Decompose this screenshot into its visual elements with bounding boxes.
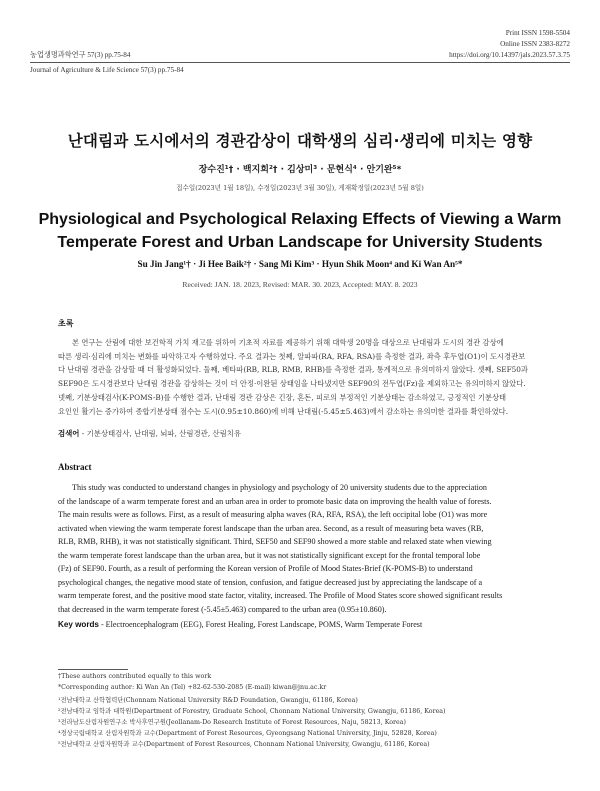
footnote-affiliation-4: ⁴경상국립대학교 산림자원학과 교수(Department of Forest Resources, Gyeongsang National University, Jinju, 52828, Korea): [58, 730, 437, 737]
korean-keywords-label: 검색어: [58, 429, 80, 438]
korean-abstract-line: 따른 생리·심리에 미치는 변화를 파악하고자 수행하였다. 주요 결과는 첫째, 알파파(RA, RFA, RSA)를 측정한 결과, 좌측 후두엽(O1)이 도시경관보: [58, 351, 526, 361]
korean-abstract-line: SEF90은 도시경관보다 난대림 경관을 감상하는 것이 더 안정·이완된 상태임을 나타냈지만 SEF90의 전두엽(Fz)을 제외하고는 유의미하지 않았다.: [58, 379, 526, 389]
footnote-divider: [58, 669, 128, 670]
online-issn: Online ISSN 2383-8272: [500, 40, 570, 48]
issn-block: [449, 28, 570, 61]
footnote-affiliation-1: ¹전남대학교 산학협력단(Chonnam National University R&D Foundation, Gwangju, 61186, Korea): [58, 697, 358, 704]
print-issn: Print ISSN 1598-5504: [505, 29, 570, 37]
english-abstract-heading: Abstract: [58, 462, 92, 472]
korean-abstract-heading: 초록: [58, 319, 74, 328]
footnote-corresponding-author: *Corresponding author: Ki Wan An (Tel) +82-62-530-2085 (E-mail) kiwan@jnu.ac.kr: [58, 684, 327, 691]
english-abstract-line: of the landscape of a warm temperate forest and an urban area in order to promote basic data on improving the health value of forests.: [58, 496, 492, 506]
english-dates: Received: JAN. 18. 2023, Revised: MAR. 30. 2023, Accepted: MAY. 8. 2023: [182, 280, 418, 289]
korean-abstract-body: [58, 336, 542, 418]
english-title: [0, 208, 600, 254]
english-keywords: [58, 620, 542, 629]
korean-abstract-line: 다 난대림 경관을 감상할 때 더 활성화되었다. 둘째, 베타파(RB, RLB, RMB, RHB)를 측정한 결과, 통계적으로 유의미하지 않았다. 셋째, SEF50과: [58, 365, 528, 375]
english-abstract-line: that decreased in the warm temperate forest (-5.45±5.463) compared to the urban area (0.95±10.860).: [58, 604, 387, 614]
footnote-affiliation-2: ²전남대학교 임학과 대학원(Department of Forestry, Graduate School, Chonnam National University, Gwangju, 61186, Korea): [58, 708, 446, 715]
journal-korean: 농업생명과학연구 57(3) pp.75-84: [30, 51, 131, 59]
footnote-equal-contribution: †These authors contributed equally to this work: [58, 673, 212, 680]
journal-english: Journal of Agriculture & Life Science 57(3) pp.75-84: [30, 66, 184, 74]
korean-abstract-line: 넷째, 기분상태검사(K-POMS-B)를 수행한 결과, 난대림 경관 감상은 긴장, 혼돈, 피로의 부정적인 기분상태는 감소하였고, 긍정적인 기분상태: [58, 392, 507, 402]
english-abstract-line: psychological changes, the negative mood state of tension, confusion, and fatigue decreased just by appreciating the landscape of a: [58, 577, 483, 587]
english-authors: Su Jin Jang¹† · Ji Hee Baik²† · Sang Mi Kim³ · Hyun Shik Moon⁴ and Ki Wan An⁵*: [137, 259, 463, 269]
english-keywords-label: Key words: [58, 620, 99, 629]
english-abstract-line: activated when viewing the warm temperate forest landscape than the urban area. Second, as a result of measuring beta waves (RB,: [58, 523, 484, 533]
english-title-line-2: Temperate Forest and Urban Landscape for University Students: [57, 234, 543, 251]
english-abstract-line: warm temperate forest, and the positive mood state factor, vitality, increased. The Profile of Mood States score showed significant results: [58, 591, 503, 600]
english-abstract-line: The main results were as follows. First, as a result of measuring alpha waves (RA, RFA, RSA), the left occipital lobe (O1) was more: [58, 510, 488, 519]
header-divider: [30, 62, 570, 63]
footnote-affiliation-3: ³전라남도산림자원연구소 박사후연구원(Jeollanam-Do Research Institute of Forest Resources, Naju, 58213, Korea): [58, 719, 406, 726]
english-abstract-body: [58, 481, 542, 616]
korean-dates: 접수일(2023년 1월 18일), 수정일(2023년 3월 30일), 게재확정일(2023년 5월 8일): [176, 184, 424, 192]
korean-abstract-line: 요인인 활기는 증가하여 종합기분상태 점수는 도시(0.95±10.860)에 비해 난대림(-5.45±5.463)에서 감소하는 유의미한 결과를 확인하였다.: [58, 406, 509, 416]
english-abstract-line: This study was conducted to understand changes in physiology and psychology of 20 university students due to the appreciation: [72, 483, 487, 492]
korean-keywords-text: - 기분상태검사, 난대림, 뇌파, 산림경관, 산림치유: [81, 429, 242, 438]
korean-authors: 장수진¹† · 백지희²† · 김상미³ · 문현식⁴ · 안기완⁵*: [198, 165, 402, 175]
footnote-affiliation-5: ⁵전남대학교 산림자원학과 교수(Department of Forest Resources, Chonnam National University, Gwangju, 61186, Korea): [58, 741, 430, 748]
english-abstract-line: (Fz) of SEF90. Fourth, as a result of performing the Korean version of Profile of Mood States-Brief (K-POMS-B) to understand: [58, 564, 473, 573]
english-abstract-line: RLB, RMB, RHB), it was not statistically significant. Third, SEF50 and SEF90 showed a more stable and relaxed state when viewing: [58, 537, 492, 546]
doi-link[interactable]: https://doi.org/10.14397/jals.2023.57.3.75: [449, 51, 570, 59]
english-abstract-line: the warm temperate forest landscape than the urban area, but it was not statistically significant except for the frontal temporal lobe: [58, 550, 481, 560]
korean-title: 난대림과 도시에서의 경관감상이 대학생의 심리·생리에 미치는 영향: [67, 132, 533, 150]
english-title-line-1: Physiological and Psychological Relaxing Effects of Viewing a Warm: [38, 211, 562, 228]
korean-abstract-line: 본 연구는 산림에 대한 보건학적 가치 재고를 위하여 기초적 자료를 제공하기 위해 대학생 20명을 대상으로 난대림과 도시의 경관 감상에: [72, 338, 504, 347]
english-keywords-text: - Electroencephalogram (EEG), Forest Healing, Forest Landscape, POMS, Warm Temperate Forest: [100, 620, 423, 629]
korean-keywords: [58, 428, 542, 439]
